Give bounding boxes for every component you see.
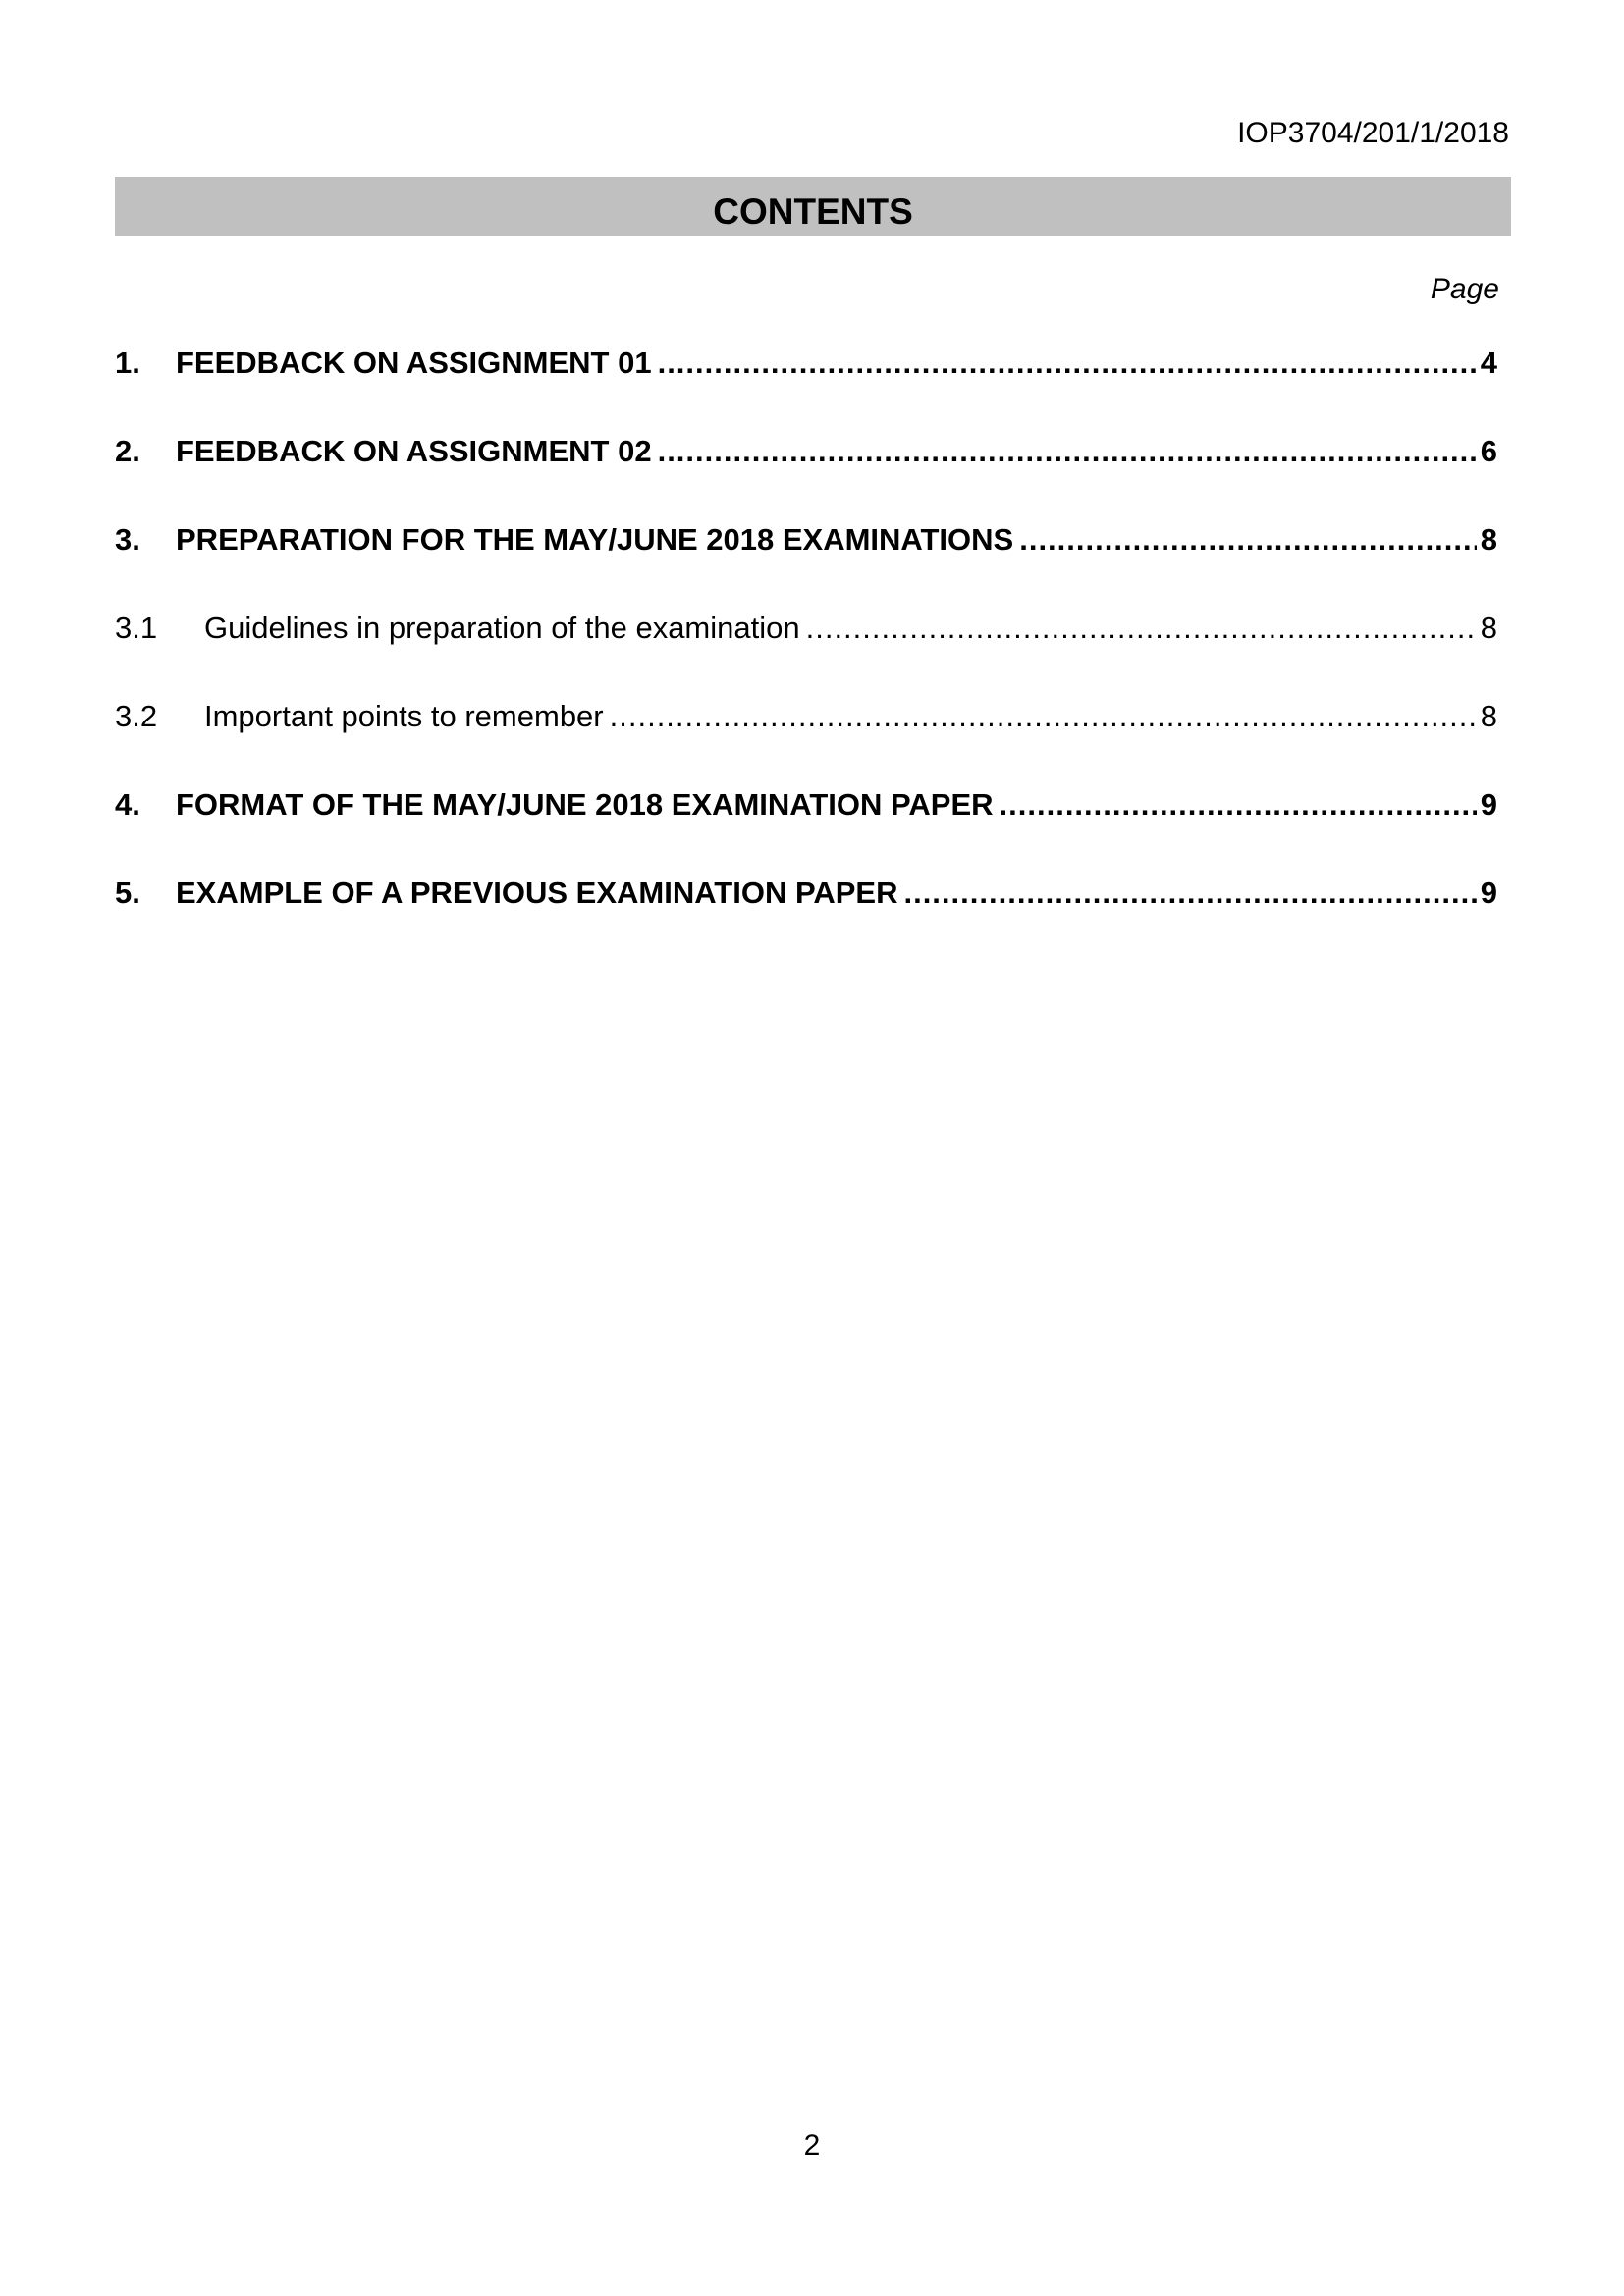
toc-entry-title: Important points to remember bbox=[204, 699, 604, 733]
footer-page-number: 2 bbox=[803, 2129, 821, 2162]
toc-entry-page: 9 bbox=[1480, 876, 1497, 910]
toc-dot-leader bbox=[610, 699, 1477, 734]
toc-entry-page: 6 bbox=[1480, 434, 1497, 468]
toc-entry-page: 4 bbox=[1480, 346, 1497, 380]
toc-entry-number: 1. bbox=[115, 346, 140, 380]
toc-entry-page: 8 bbox=[1480, 611, 1497, 645]
toc-dot-leader bbox=[1019, 522, 1477, 558]
toc-entry-page: 9 bbox=[1480, 787, 1497, 822]
toc-dot-leader bbox=[1000, 787, 1477, 823]
toc-entry-title: EXAMPLE OF A PREVIOUS EXAMINATION PAPER bbox=[176, 876, 898, 910]
toc-entry-3[interactable] bbox=[115, 522, 1497, 611]
toc-dot-leader bbox=[903, 876, 1476, 911]
toc-entry-page: 8 bbox=[1480, 699, 1497, 733]
toc-entry-title: FORMAT OF THE MAY/JUNE 2018 EXAMINATION PAPER bbox=[176, 787, 994, 822]
toc-dot-leader bbox=[658, 346, 1477, 381]
contents-banner bbox=[115, 177, 1511, 236]
toc-entry-2[interactable] bbox=[115, 434, 1497, 522]
toc-entry-5[interactable] bbox=[115, 876, 1497, 964]
toc-entry-number: 4. bbox=[115, 787, 140, 822]
toc-entry-number: 5. bbox=[115, 876, 140, 910]
toc-entry-number: 3. bbox=[115, 522, 140, 557]
toc-dot-leader bbox=[806, 611, 1477, 646]
toc-entry-page: 8 bbox=[1480, 522, 1497, 557]
toc-entry-4[interactable] bbox=[115, 787, 1497, 876]
toc-entry-3-1[interactable] bbox=[115, 611, 1497, 699]
toc-entry-title: Guidelines in preparation of the examination bbox=[204, 611, 800, 645]
table-of-contents bbox=[115, 346, 1497, 964]
toc-entry-number: 2. bbox=[115, 434, 140, 468]
page-column-label: Page bbox=[1430, 273, 1499, 305]
toc-entry-1[interactable] bbox=[115, 346, 1497, 434]
toc-entry-title: PREPARATION FOR THE MAY/JUNE 2018 EXAMINATIONS bbox=[176, 522, 1014, 557]
toc-entry-number: 3.1 bbox=[115, 611, 158, 645]
contents-title: CONTENTS bbox=[713, 191, 913, 232]
toc-entry-3-2[interactable] bbox=[115, 699, 1497, 787]
toc-entry-title: FEEDBACK ON ASSIGNMENT 01 bbox=[176, 346, 652, 380]
document-code: IOP3704/201/1/2018 bbox=[1237, 117, 1509, 149]
toc-dot-leader bbox=[658, 434, 1477, 469]
toc-entry-title: FEEDBACK ON ASSIGNMENT 02 bbox=[176, 434, 652, 468]
toc-entry-number: 3.2 bbox=[115, 699, 158, 733]
